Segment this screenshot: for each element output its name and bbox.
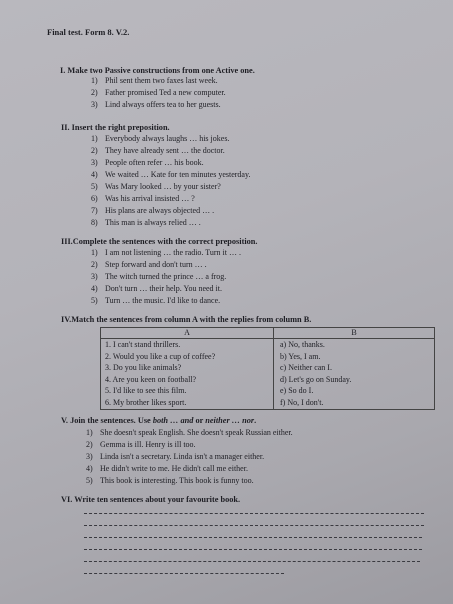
column-a [101, 339, 274, 410]
section-3-heading: III.Complete the sentences with the correct preposition. [61, 237, 258, 246]
list-item: 3) Lind always offers tea to her guests. [91, 100, 221, 109]
list-item: 1) Phil sent them two faxes last week. [91, 76, 218, 85]
list-item: 4) We waited … Kate for ten minutes yesterday. [91, 170, 251, 179]
writing-line[interactable] [84, 573, 284, 574]
list-item: 8) This man is always relied … . [91, 218, 201, 227]
list-item: 5) This book is interesting. This book is funny too. [86, 476, 254, 485]
list-item: 1) Everybody always laughs … his jokes. [91, 134, 230, 143]
table-row: 6. My brother likes sport. [105, 397, 187, 407]
section-2-heading: II. Insert the right preposition. [61, 123, 170, 132]
table-row: 1. I can't stand thrillers. [105, 340, 181, 349]
column-b-header: B [274, 328, 435, 339]
section-6-heading: VI. Write ten sentences about your favourite book. [61, 495, 241, 504]
section-1-heading: I. Make two Passive constructions from one Active one. [60, 66, 255, 75]
list-item: 2) They have already sent … the doctor. [91, 146, 225, 155]
list-item: 3) Linda isn't a secretary. Linda isn't a manager either. [86, 452, 265, 461]
table-row: 5. I'd like to see this film. [105, 386, 187, 396]
column-a-header: A [101, 328, 274, 339]
table-row: e) So do I. [280, 386, 314, 396]
table-row: a) No, thanks. [280, 340, 325, 349]
table-row: c) Neither can I. [280, 363, 332, 373]
list-item: 3) The witch turned the prince … a frog. [91, 272, 227, 281]
list-item: 2) Father promised Ted a new computer. [91, 88, 226, 97]
list-item: 4) He didn't write to me. He didn't call me either. [86, 464, 248, 473]
table-row: f) No, I don't. [280, 397, 324, 407]
list-item: 5) Turn … the music. I'd like to dance. [91, 296, 221, 305]
section-5-heading: V. Join the sentences. Use both … and or neither … nor. [61, 416, 257, 425]
match-table [100, 327, 435, 410]
writing-line[interactable] [84, 537, 422, 538]
list-item: 2) Gemma is ill. Henry is ill too. [86, 440, 196, 449]
list-item: 1) I am not listening … the radio. Turn it … . [91, 248, 241, 257]
writing-line[interactable] [84, 513, 424, 514]
list-item: 5) Was Mary looked … by your sister? [91, 182, 221, 191]
list-item: 4) Don't turn … their help. You need it. [91, 284, 222, 293]
page-title: Final test. Form 8. V.2. [47, 27, 130, 37]
writing-line[interactable] [84, 561, 420, 562]
list-item: 3) People often refer … his book. [91, 158, 204, 167]
list-item: 7) His plans are always objected … . [91, 206, 215, 215]
writing-line[interactable] [84, 549, 422, 550]
table-row: 3. Do you like animals? [105, 363, 182, 373]
table-row: 4. Are you keen on football? [105, 374, 197, 384]
section-4-heading: IV.Match the sentences from column A with the replies from column B. [61, 315, 312, 324]
list-item: 2) Step forward and don't turn … . [91, 260, 207, 269]
table-row: 2. Would you like a cup of coffee? [105, 351, 216, 361]
list-item: 6) Was his arrival insisted … ? [91, 194, 195, 203]
writing-line[interactable] [84, 525, 424, 526]
column-b [274, 339, 435, 410]
table-row: b) Yes, I am. [280, 351, 321, 361]
table-row: d) Let's go on Sunday. [280, 374, 352, 384]
list-item: 1) She doesn't speak English. She doesn't speak Russian either. [86, 428, 293, 437]
